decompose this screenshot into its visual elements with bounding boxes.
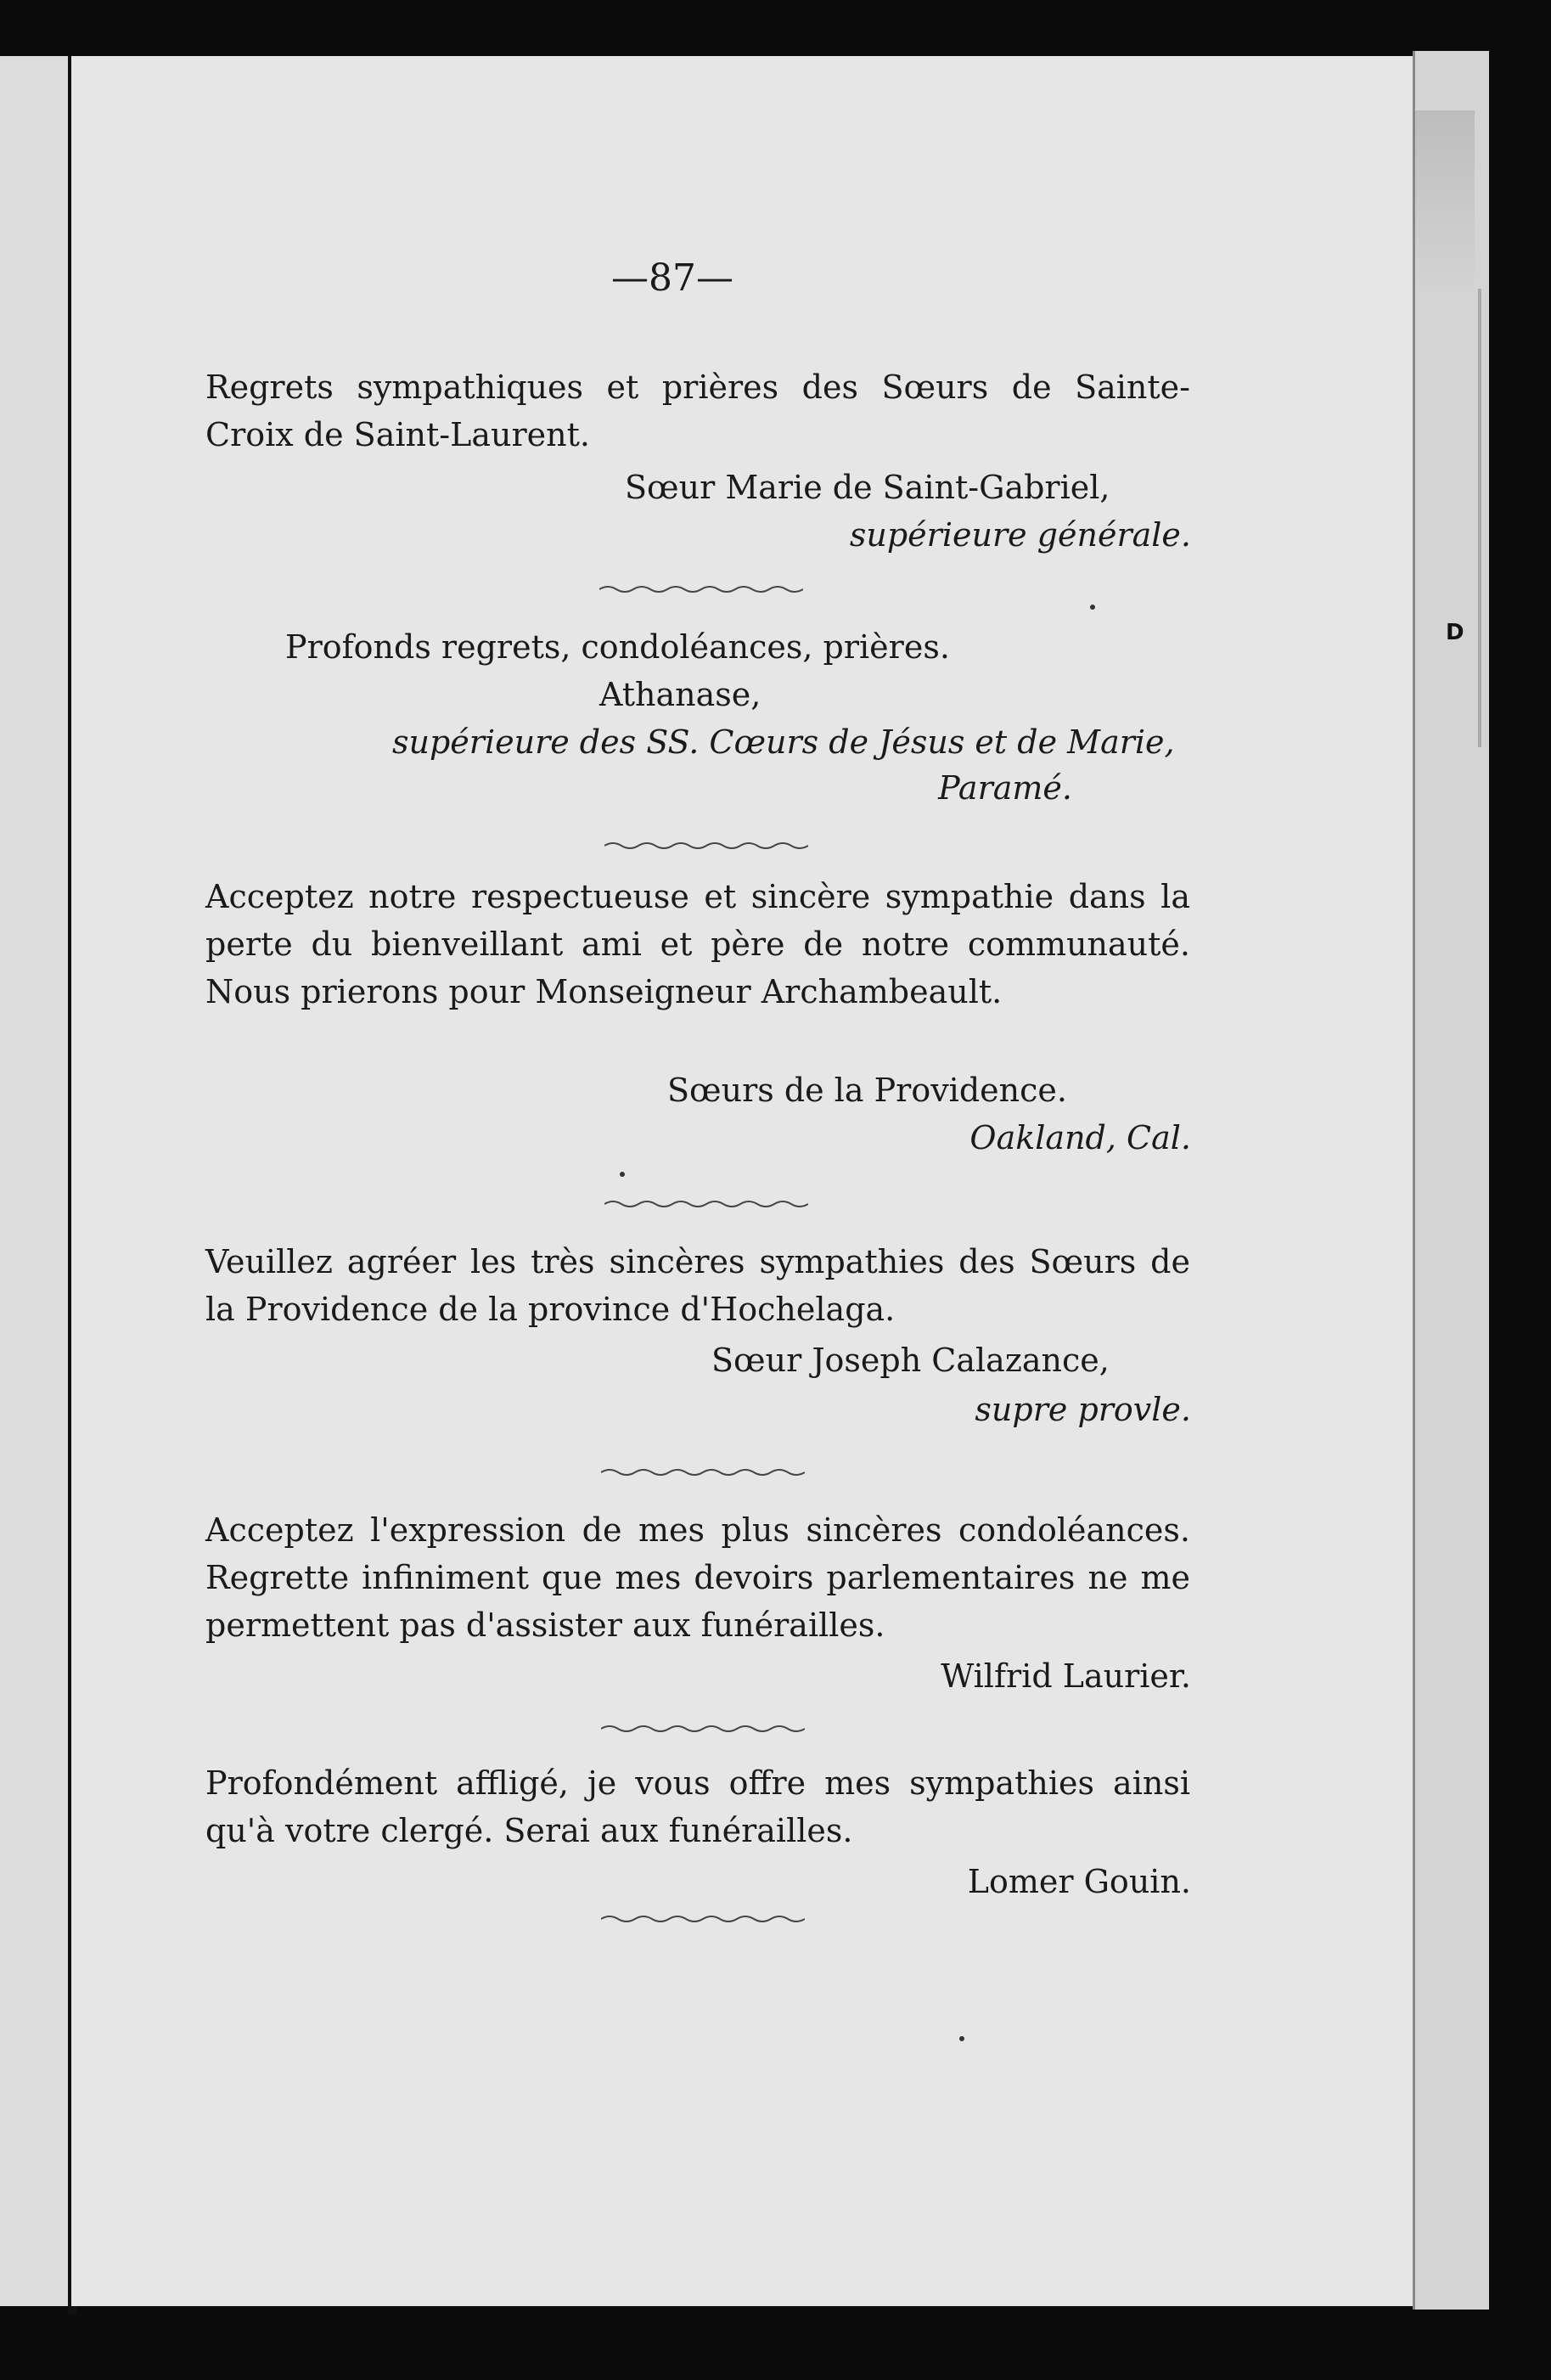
print-speck bbox=[620, 1172, 625, 1177]
right-border bbox=[1489, 51, 1551, 2310]
signature-5: Wilfrid Laurier. bbox=[941, 1657, 1191, 1695]
signature-3: Sœurs de la Providence. bbox=[667, 1072, 1067, 1109]
divider-flourish bbox=[604, 839, 808, 852]
message-1: Regrets sympathiques et prières des Sœurs de Sainte- Croix de Saint-Laurent. bbox=[205, 369, 1190, 453]
signature-3-place: Oakland, Cal. bbox=[969, 1119, 1191, 1156]
message-4: Veuillez agréer les très sincères sympathies des Sœurs de la Providence de la province d'Hochelaga. bbox=[205, 1243, 1190, 1328]
left-binding bbox=[0, 56, 71, 2306]
signature-1: Sœur Marie de Saint-Gabriel, bbox=[625, 469, 1110, 506]
signature-4: Sœur Joseph Calazance, bbox=[711, 1342, 1110, 1379]
margin-tab-letter: D bbox=[1446, 620, 1464, 645]
message-3: Acceptez notre respectueuse et sincère sympathie dans la perte du bienveillant ami et père de notre communauté. Nous prierons pour Monseigneur Archambeault. bbox=[205, 878, 1190, 1010]
message-5: Acceptez l'expression de mes plus sincères condoléances. Regrette infiniment que mes devoirs parlementaires ne me permettent pas d'assister aux funérailles. bbox=[205, 1511, 1190, 1644]
divider-flourish bbox=[601, 1912, 805, 1926]
message-2: Profonds regrets, condoléances, prières. bbox=[285, 628, 950, 666]
divider-flourish bbox=[604, 1197, 808, 1211]
print-speck bbox=[959, 2036, 964, 2041]
divider-flourish bbox=[601, 1722, 805, 1736]
signature-6: Lomer Gouin. bbox=[967, 1863, 1191, 1900]
divider-flourish bbox=[599, 582, 803, 596]
adjacent-page-strip bbox=[1413, 51, 1492, 2310]
signature-2-place: Paramé. bbox=[938, 769, 1072, 807]
message-6: Profondément affligé, je vous offre mes sympathies ainsi qu'à votre clergé. Serai aux funérailles. bbox=[205, 1764, 1190, 1849]
page-number: —87— bbox=[611, 256, 733, 300]
signature-4-title: supre provle. bbox=[975, 1391, 1191, 1428]
signature-1-title: supérieure générale. bbox=[849, 516, 1191, 554]
print-speck bbox=[1090, 605, 1095, 610]
signature-2-title: supérieure des SS. Cœurs de Jésus et de Marie, bbox=[392, 723, 1175, 761]
divider-flourish bbox=[601, 1466, 805, 1479]
signature-2: Athanase, bbox=[599, 676, 761, 713]
